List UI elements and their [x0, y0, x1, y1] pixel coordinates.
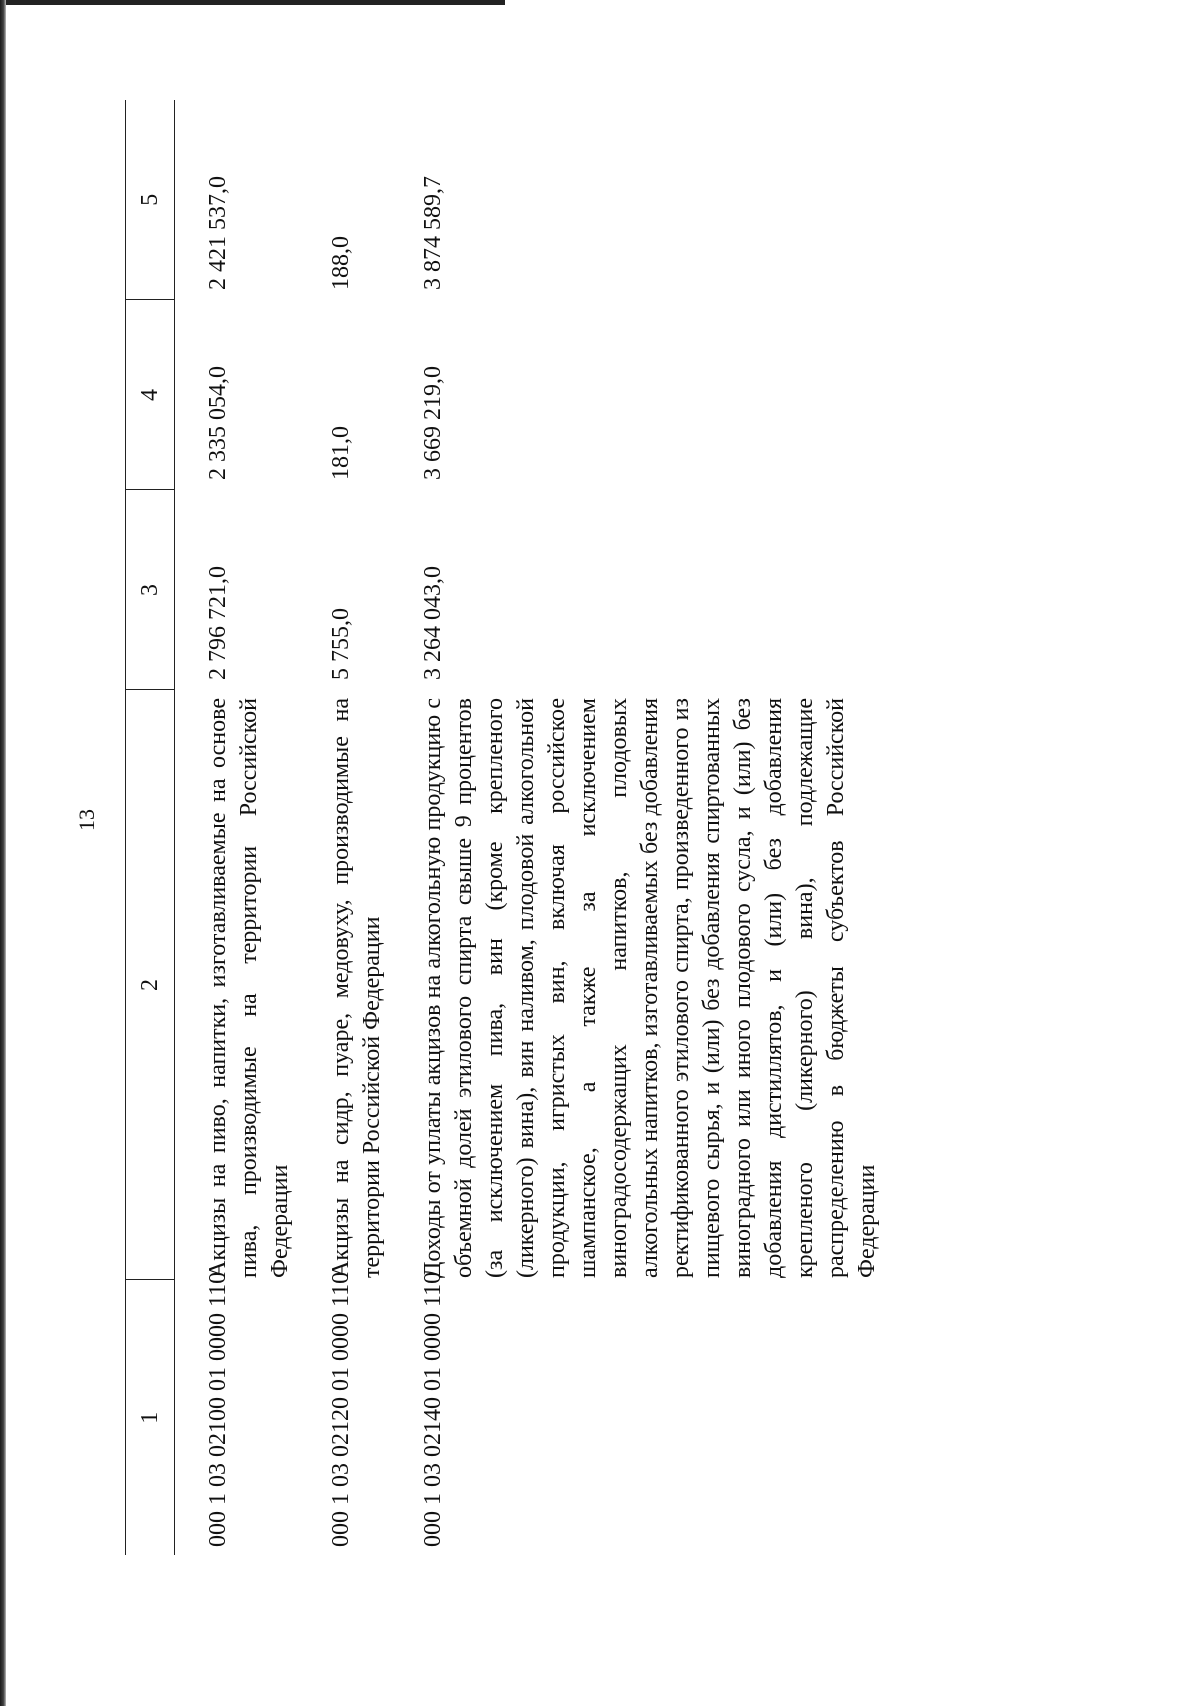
scan-edge-top: [0, 0, 505, 5]
table-row: [296, 100, 388, 1555]
row-code: 000 1 03 02140 01 0000 110: [420, 1271, 446, 1547]
row-value-col4: 181,0: [328, 426, 354, 480]
table-row: [388, 100, 883, 1555]
scan-edge-left: [0, 0, 6, 1706]
header-col-5: 5: [126, 100, 175, 300]
row-value-col5: 3 874 589,7: [420, 176, 446, 290]
row-code: 000 1 03 02100 01 0000 110: [205, 1271, 231, 1547]
row-code: 000 1 03 02120 01 0000 110: [328, 1271, 354, 1547]
header-row: [126, 100, 175, 1555]
table-header: [126, 100, 175, 1555]
header-col-2: 2: [126, 690, 175, 1280]
row-name: Акцизы на сидр, пуаре, медовуху, производимые на территории Российской Федерации: [328, 698, 385, 1278]
row-name: Акцизы на пиво, напитки, изготавливаемые на основе пива, производимые на территории Российской Федерации: [205, 698, 293, 1278]
row-value-col5: 188,0: [328, 236, 354, 290]
page-number: 13: [74, 809, 99, 831]
header-col-1: 1: [126, 1280, 175, 1555]
row-value-col4: 3 669 219,0: [420, 366, 446, 480]
budget-table: [125, 100, 883, 1555]
row-value-col4: 2 335 054,0: [205, 366, 231, 480]
header-col-4: 4: [126, 300, 175, 490]
row-value-col3: 5 755,0: [328, 608, 354, 680]
row-value-col5: 2 421 537,0: [205, 176, 231, 290]
row-name: Доходы от уплаты акцизов на алкогольную продукцию с объемной долей этилового спирта свыше 9 процентов (за исключением пива, вин (кроме крепленого (ликерного) вина), вин наливом, плодовой алкогольной продукции, игристых вин, включая российское шампанское, а также за исключением виноградосодержащих напитков, плодовых алкогольных напитков, изготавливаемых без добавления ректификованного этилового спирта, произведенного из пищевого сырья, и (или) без добавления спиртованных виноградного или иного плодового сусла, и (или) без добавления дистиллятов, и (или) без добавления крепленого (ликерного) вина), подлежащие распределению в бюджеты субъектов Российской Федерации: [420, 698, 880, 1278]
row-value-col3: 3 264 043,0: [420, 566, 446, 680]
header-col-3: 3: [126, 490, 175, 690]
budget-table-container: [125, 100, 1045, 1555]
table-body: [175, 100, 884, 1555]
table-row: [175, 100, 297, 1555]
row-value-col3: 2 796 721,0: [205, 566, 231, 680]
